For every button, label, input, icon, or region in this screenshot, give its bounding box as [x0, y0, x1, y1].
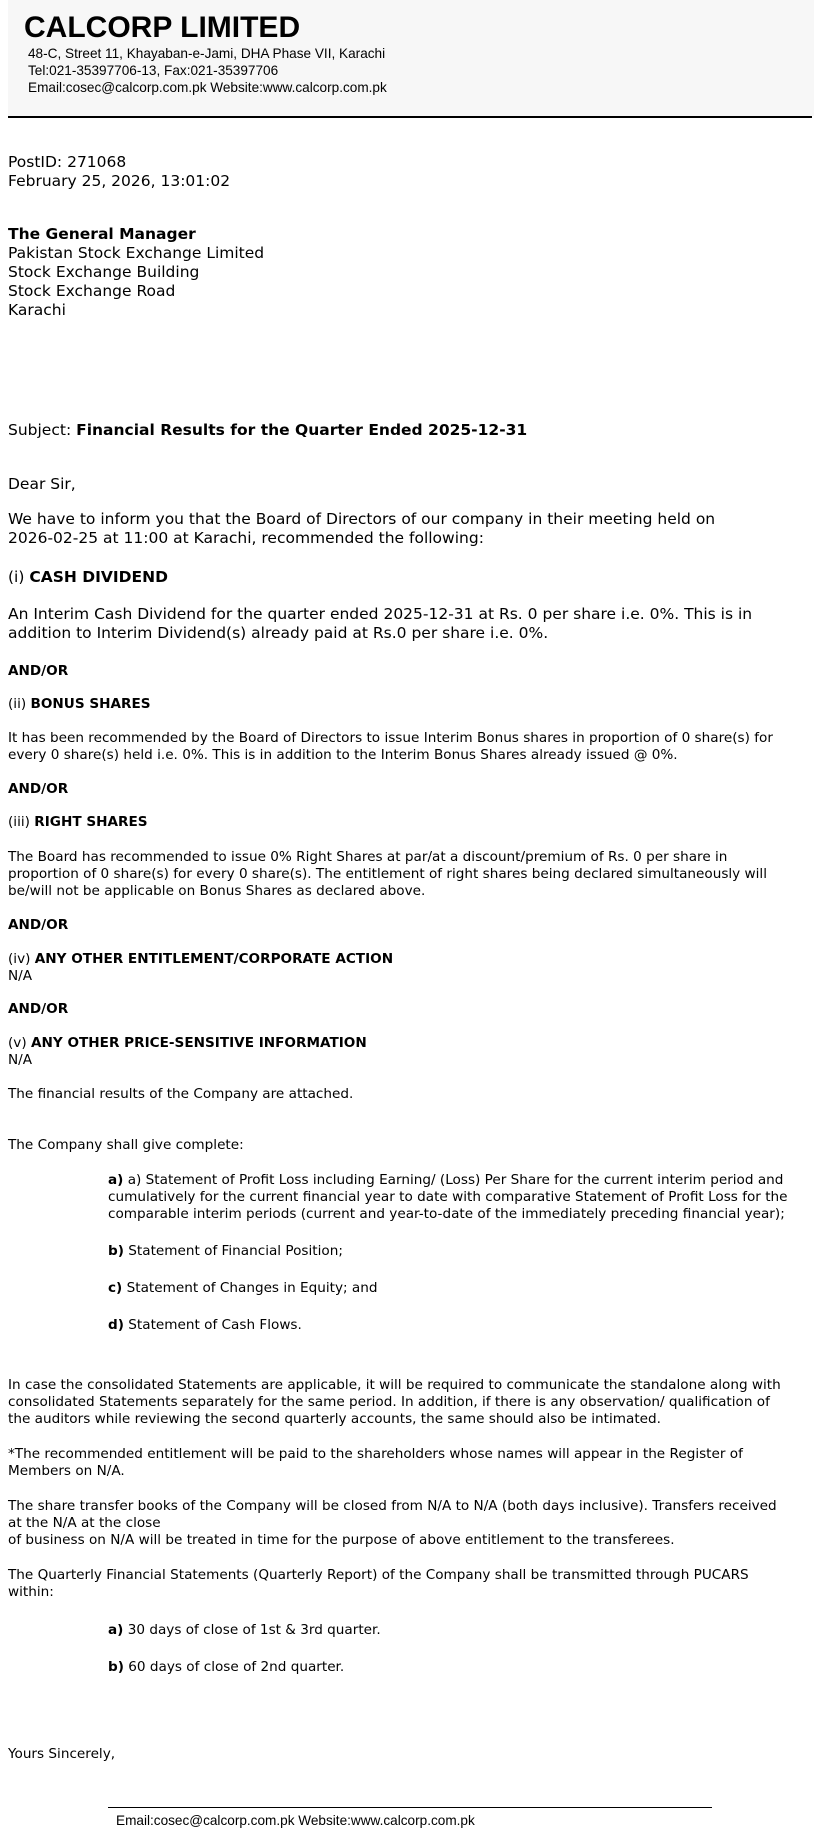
footer-divider — [108, 1807, 712, 1808]
cash-dividend-heading: (i) CASH DIVIDEND — [8, 568, 168, 586]
share-transfer-text: at the N/A at the close — [8, 1515, 161, 1531]
statement-item-b: b) Statement of Financial Position; — [108, 1243, 343, 1259]
subject-text: Financial Results for the Quarter Ended 2025-12-31 — [76, 421, 528, 439]
bonus-shares-heading: (ii) BONUS SHARES — [8, 696, 151, 712]
statement-item-a-text: comparable interim periods (current and year-to-date of the immediately preceding financial year); — [108, 1206, 785, 1222]
quarterly-item-a: a) 30 days of close of 1st & 3rd quarter. — [108, 1622, 381, 1638]
and-or-separator: AND/OR — [8, 917, 69, 933]
subject-label: Subject: — [8, 421, 72, 439]
and-or-separator: AND/OR — [8, 663, 69, 679]
post-id: PostID: 271068 — [8, 153, 127, 171]
statement-item-a: a) a) Statement of Profit Loss including Earning/ (Loss) Per Share for the current interim period and — [108, 1172, 784, 1188]
intro-line: We have to inform you that the Board of Directors of our company in their meeting held on — [8, 510, 716, 528]
closing: Yours Sincerely, — [8, 1746, 116, 1762]
recipient-line: Stock Exchange Road — [8, 282, 176, 300]
consolidated-text: consolidated Statements separately for the same period. In addition, if there is any observation/ qualification of — [8, 1394, 770, 1410]
consolidated-text: the auditors while reviewing the second quarterly accounts, the same should also be intimated. — [8, 1411, 661, 1427]
right-shares-heading: (iii) RIGHT SHARES — [8, 814, 148, 830]
recipient-line: Karachi — [8, 301, 66, 319]
company-address: 48-C, Street 11, Khayaban-e-Jami, DHA Phase VII, Karachi — [28, 46, 386, 61]
share-transfer-text: The share transfer books of the Company will be closed from N/A to N/A (both days inclusive). Transfers received — [8, 1498, 777, 1514]
and-or-separator: AND/OR — [8, 781, 69, 797]
quarterly-item-b: b) 60 days of close of 2nd quarter. — [108, 1659, 345, 1675]
intro-line: 2026-02-25 at 11:00 at Karachi, recommended the following: — [8, 529, 484, 547]
recipient-line: Pakistan Stock Exchange Limited — [8, 244, 265, 262]
right-shares-text: be/will not be applicable on Bonus Shares as declared above. — [8, 883, 426, 899]
company-email-website: Email:cosec@calcorp.com.pk Website:www.calcorp.com.pk — [28, 80, 387, 95]
statement-item-a-text: cumulatively for the current financial year to date with comparative Statement of Profit Loss for the — [108, 1189, 788, 1205]
entitlement-note: *The recommended entitlement will be paid to the shareholders whose names will appear in the Register of — [8, 1446, 743, 1462]
right-shares-text: proportion of 0 share(s) for every 0 share(s). The entitlement of right shares being declared simultaneously will — [8, 866, 767, 882]
other-entitlement-heading: (iv) ANY OTHER ENTITLEMENT/CORPORATE ACTION — [8, 951, 394, 967]
salutation: Dear Sir, — [8, 475, 76, 493]
statement-item-c: c) Statement of Changes in Equity; and — [108, 1280, 378, 1296]
cash-dividend-text: An Interim Cash Dividend for the quarter ended 2025-12-31 at Rs. 0 per share i.e. 0%. This is in — [8, 605, 753, 623]
subject — [8, 421, 527, 440]
right-shares-text: The Board has recommended to issue 0% Right Shares at par/at a discount/premium of Rs. 0 per share in — [8, 849, 728, 865]
price-sensitive-value: N/A — [8, 1052, 33, 1068]
bonus-shares-text: It has been recommended by the Board of Directors to issue Interim Bonus shares in proportion of 0 share(s) for — [8, 730, 773, 746]
company-phone-fax: Tel:021-35397706-13, Fax:021-35397706 — [28, 63, 279, 78]
recipient-title: The General Manager — [8, 225, 196, 243]
and-or-separator: AND/OR — [8, 1001, 69, 1017]
quarterly-text: within: — [8, 1584, 54, 1600]
recipient-line: Stock Exchange Building — [8, 263, 200, 281]
consolidated-text: In case the consolidated Statements are applicable, it will be required to communicate the standalone along with — [8, 1377, 781, 1393]
cash-dividend-text: addition to Interim Dividend(s) already paid at Rs.0 per share i.e. 0%. — [8, 624, 549, 642]
price-sensitive-heading: (v) ANY OTHER PRICE-SENSITIVE INFORMATION — [8, 1035, 367, 1051]
company-name: CALCORP LIMITED — [24, 11, 301, 44]
quarterly-text: The Quarterly Financial Statements (Quarterly Report) of the Company shall be transmitted through PUCARS — [8, 1567, 749, 1583]
post-datetime: February 25, 2026, 13:01:02 — [8, 172, 231, 190]
statement-item-d: d) Statement of Cash Flows. — [108, 1317, 302, 1333]
entitlement-note: Members on N/A. — [8, 1463, 125, 1479]
share-transfer-text: of business on N/A will be treated in time for the purpose of above entitlement to the transferees. — [8, 1532, 675, 1548]
footer-contact: Email:cosec@calcorp.com.pk Website:www.calcorp.com.pk — [116, 1813, 475, 1828]
results-attached-note: The financial results of the Company are attached. — [8, 1086, 354, 1102]
bonus-shares-text: every 0 share(s) held i.e. 0%. This is in addition to the Interim Bonus Shares already issued @ 0%. — [8, 747, 678, 763]
other-entitlement-value: N/A — [8, 968, 33, 984]
complete-heading: The Company shall give complete: — [8, 1137, 244, 1153]
header-divider — [8, 116, 812, 118]
